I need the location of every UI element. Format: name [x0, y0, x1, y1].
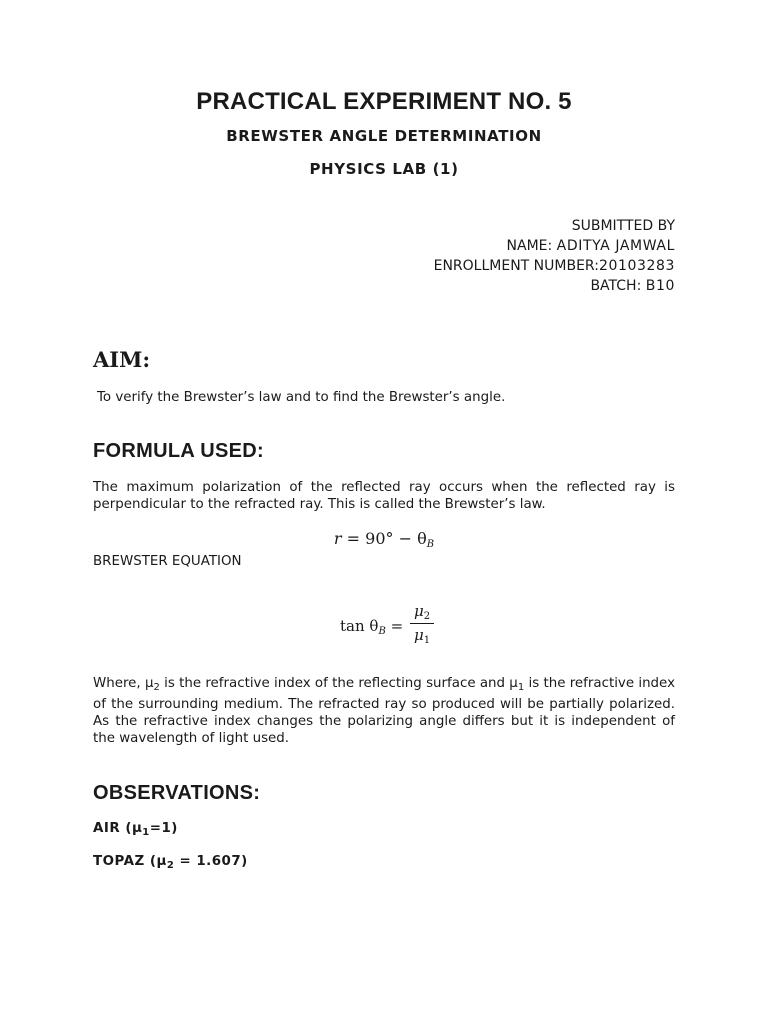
name-line [275, 236, 675, 256]
formula-intro: The maximum polarization of the reflected ray occurs when the reflected ray is perpendicular to the refracted ray. This is called the Brewster’s law. [93, 480, 675, 512]
equation-equals: = [385, 617, 404, 635]
where-part-3: is the refractive index of the surrounding medium. The refracted ray so produced will be partially polarized. As the refractive index changes the polarizing angle differs but it is independent of the wavelength of light used. [93, 676, 675, 746]
numerator-mu: μ [413, 602, 424, 620]
name-label: NAME: [506, 238, 553, 254]
where-part-1: Where, μ [93, 676, 154, 691]
topaz-subscript: 2 [166, 860, 175, 871]
where-part-2: is the refractive index of the reflecting surface and μ [159, 676, 518, 691]
observation-topaz [93, 854, 248, 871]
equation-fraction [410, 602, 434, 646]
denominator-mu: μ [413, 626, 424, 644]
brewster-equation-label: BREWSTER EQUATION [93, 554, 242, 569]
submission-block [275, 216, 675, 296]
lab-name: PHYSICS LAB (1) [309, 160, 459, 178]
enrollment-label: ENROLLMENT NUMBER: [433, 258, 599, 274]
air-subscript: 1 [142, 827, 150, 838]
name-value: ADITYA JAMWAL [556, 238, 675, 254]
batch-value: B10 [645, 278, 675, 294]
batch-line [275, 276, 675, 296]
equation-tan-text: tan θ [340, 617, 379, 635]
where-subscript-1: 1 [517, 682, 525, 693]
fraction-bar [410, 623, 434, 624]
enrollment-line [275, 256, 675, 276]
equation-rhs: = 90° − θ [346, 529, 427, 548]
document-title: PRACTICAL EXPERIMENT NO. 5 [196, 88, 572, 115]
equation-subscript-b: B [426, 539, 435, 550]
formula-explanation [93, 675, 675, 747]
observation-air [93, 821, 178, 838]
air-part-1: AIR (μ [93, 821, 143, 836]
aim-text: To verify the Brewster’s law and to find the Brewster’s angle. [97, 390, 506, 405]
fraction-denominator [410, 626, 434, 646]
where-subscript-2: 2 [153, 682, 160, 693]
aim-heading: AIM: [93, 347, 151, 372]
topaz-part-2: = 1.607) [174, 854, 248, 869]
numerator-subscript: 2 [423, 611, 431, 622]
observations-heading: OBSERVATIONS: [93, 782, 261, 804]
denominator-subscript: 1 [423, 635, 431, 646]
submitted-by-label: SUBMITTED BY [571, 218, 675, 234]
air-part-2: =1) [149, 821, 178, 836]
formula-heading: FORMULA USED: [93, 440, 264, 462]
experiment-subtitle: BREWSTER ANGLE DETERMINATION [226, 127, 542, 145]
enrollment-value: 20103283 [598, 258, 675, 274]
equation-tan-subscript: B [378, 626, 386, 637]
topaz-part-1: TOPAZ (μ [93, 854, 167, 869]
batch-label: BATCH: [590, 278, 642, 294]
equation-tan-term [340, 617, 403, 637]
equation-r-symbol: r [333, 529, 342, 548]
fraction-numerator [410, 602, 434, 622]
equation-reflection-angle [0, 529, 768, 550]
